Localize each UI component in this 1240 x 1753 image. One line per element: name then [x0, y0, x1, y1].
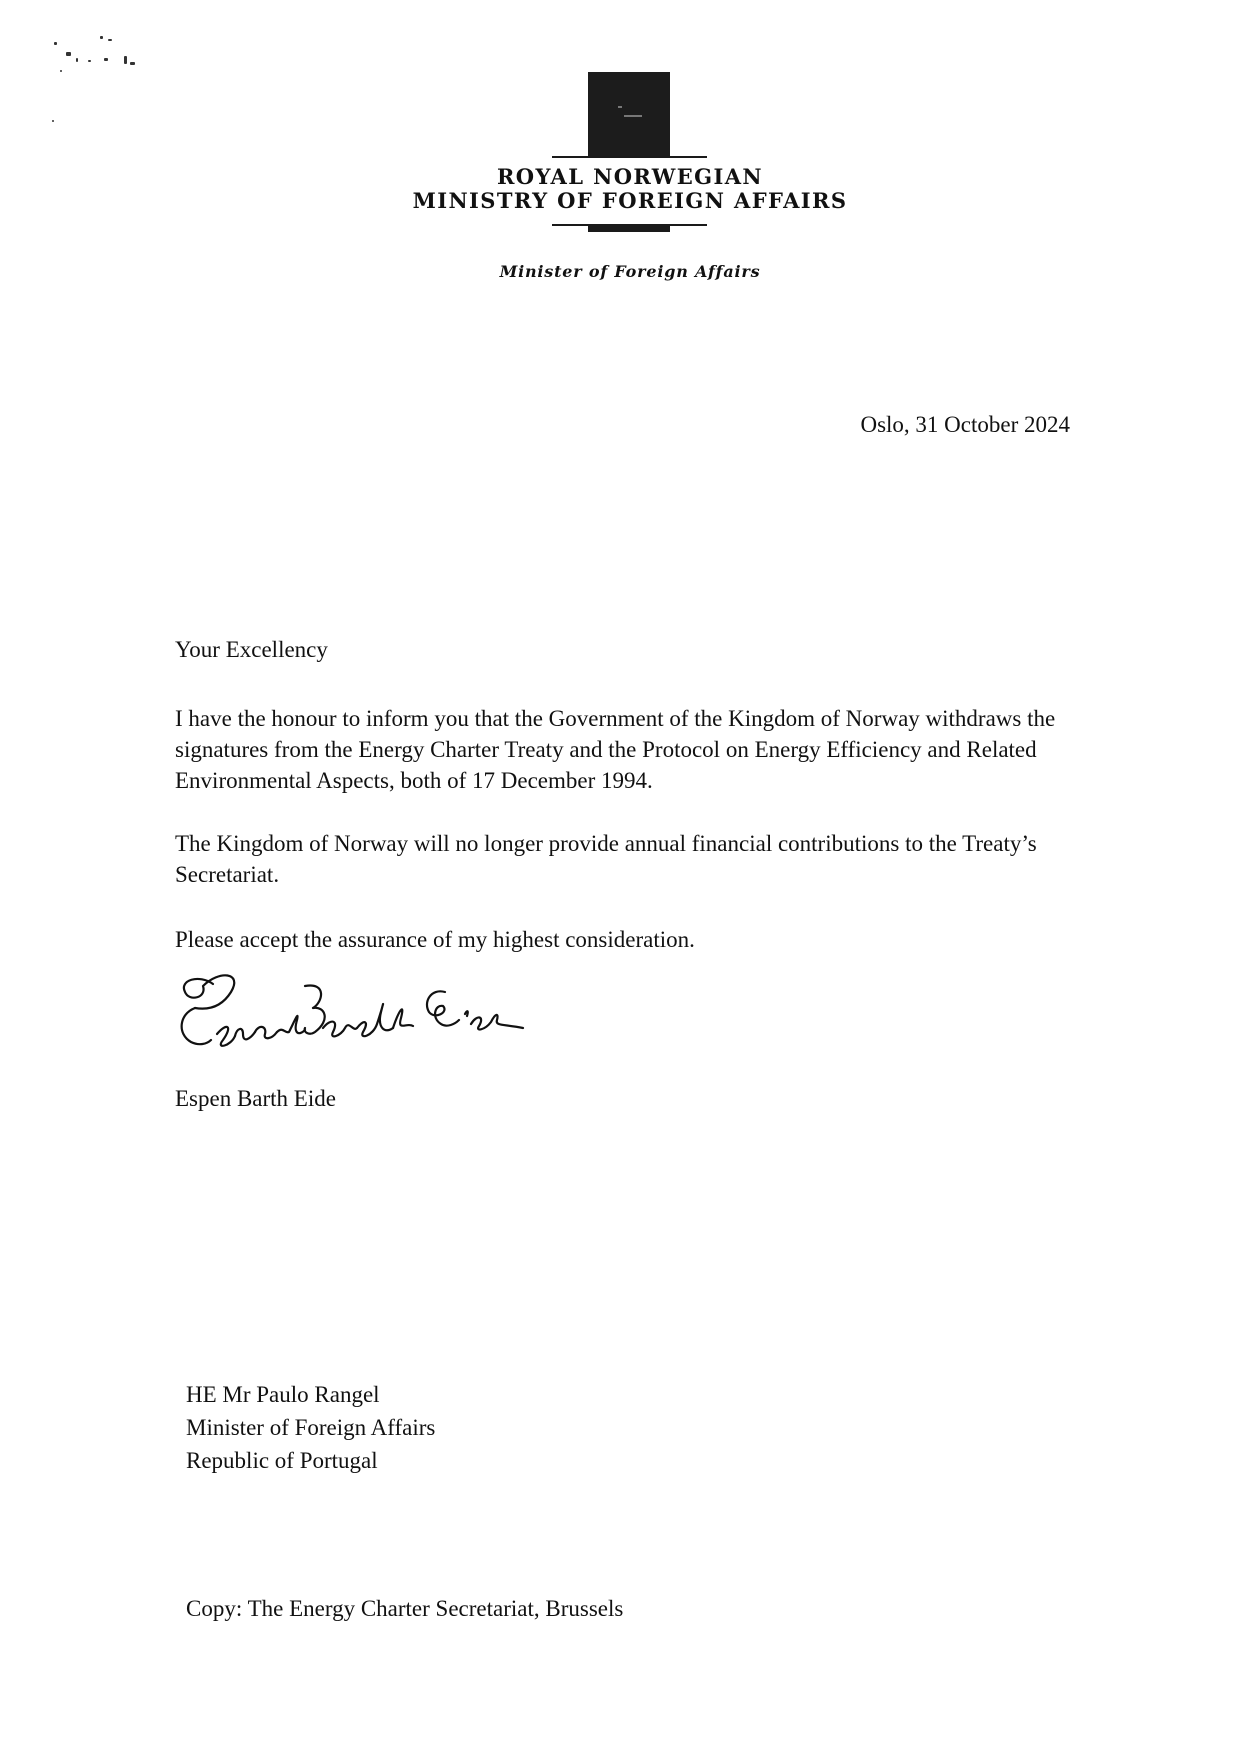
addressee-block — [186, 1378, 435, 1477]
copy-line: Copy: The Energy Charter Secretariat, Brussels — [186, 1596, 624, 1621]
handwritten-signature — [173, 962, 525, 1060]
addressee-line-1: HE Mr Paulo Rangel — [186, 1382, 380, 1407]
salutation: Your Excellency — [175, 637, 328, 662]
body-paragraph-1: I have the honour to inform you that the Government of the Kingdom of Norway withdraws the signatures from the Energy Charter Treaty and the Protocol on Energy Efficiency and Related Environmental Aspects, both of 17 December 1994. — [175, 706, 1056, 793]
letter-date: Oslo, 31 October 2024 — [860, 412, 1070, 437]
ministry-name-line1: ROYAL NORWEGIAN — [496, 164, 764, 189]
scan-specks — [52, 30, 162, 90]
letterhead-rule-bar — [588, 226, 670, 232]
office-title: Minister of Foreign Affairs — [499, 262, 761, 281]
ministry-name-line2: MINISTRY OF FOREIGN AFFAIRS — [412, 188, 848, 213]
letterhead-rule-top — [552, 156, 707, 158]
ministry-name — [300, 165, 960, 213]
body-paragraph-2: The Kingdom of Norway will no longer provide annual financial contributions to the Treaty’s Secretariat. — [175, 831, 1037, 887]
ministry-emblem — [588, 72, 670, 156]
addressee-line-3: Republic of Portugal — [186, 1448, 378, 1473]
closing-line: Please accept the assurance of my highest consideration. — [175, 927, 695, 952]
signer-name: Espen Barth Eide — [175, 1086, 336, 1111]
addressee-line-2: Minister of Foreign Affairs — [186, 1415, 436, 1440]
